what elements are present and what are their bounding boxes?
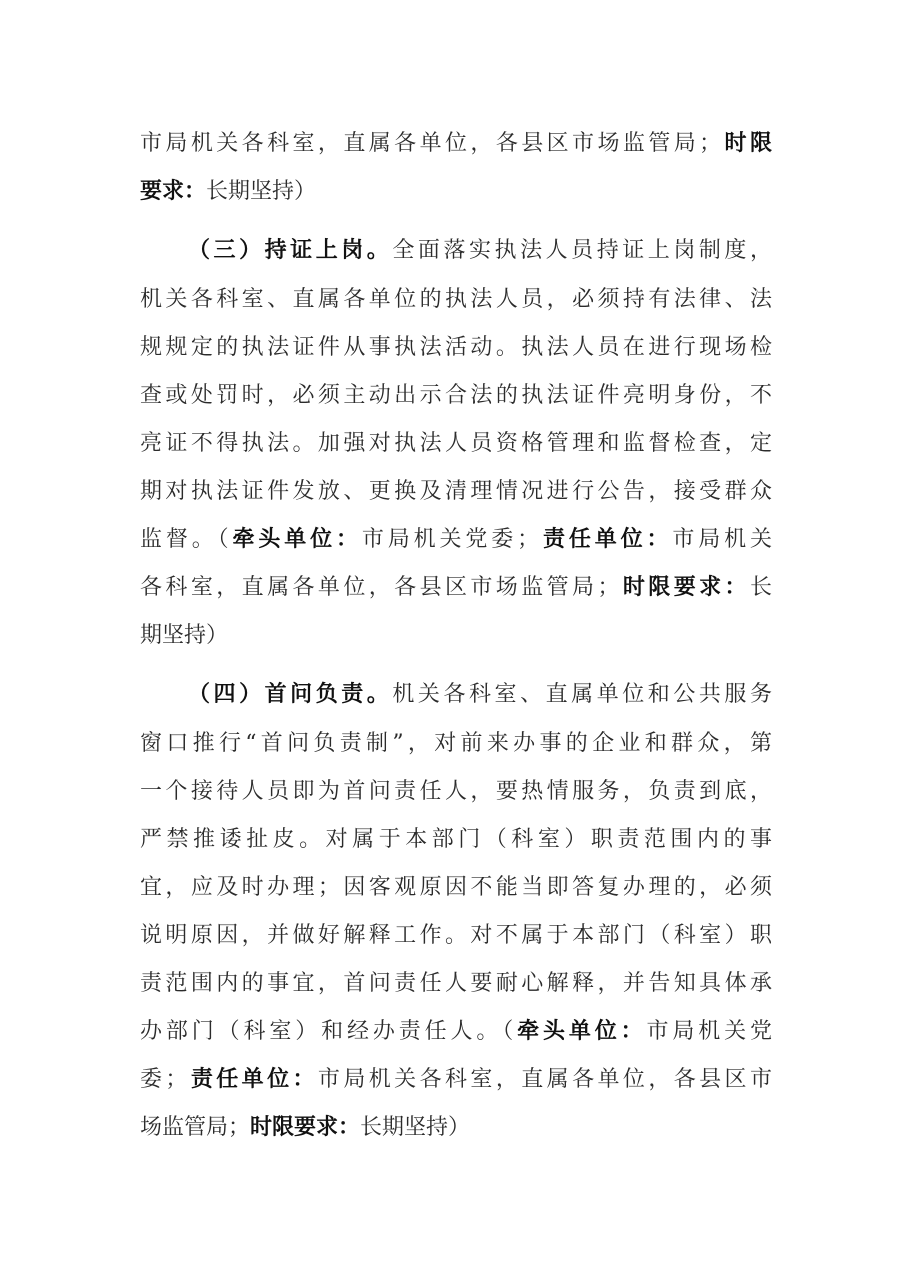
bold-label: 责任单位：	[187, 1067, 318, 1092]
paragraph-line	[140, 573, 772, 603]
bold-label: 责任单位：	[539, 527, 673, 552]
body-text: 查或处罚时，必须主动出示合法的执法证件亮明身份，不	[140, 383, 772, 408]
body-text: 窗口推行“首问负责制”，对前来办事的企业和群众，第	[140, 731, 772, 756]
body-text: 长	[749, 575, 772, 600]
body-text: 一个接待人员即为首问责任人，要热情服务，负责到底，	[140, 779, 772, 804]
body-text: 长期坚持）	[360, 1115, 471, 1140]
paragraph-line	[140, 1065, 772, 1095]
body-text: 委；	[140, 1067, 188, 1092]
body-text: 市局机关各科室，直属各单位，各县区市场监管局；	[140, 131, 722, 156]
body-text: 全面落实执法人员持证上岗制度，	[392, 238, 772, 263]
paragraph-line	[140, 921, 772, 951]
paragraph-line	[140, 285, 772, 315]
paragraph-line	[140, 1113, 772, 1143]
body-text: 机关各科室、直属各单位的执法人员，必须持有法律、法	[140, 287, 772, 312]
bold-label: 时限要求：	[250, 1115, 361, 1140]
body-text: 责范围内的事宜，首问责任人要耐心解释，并告知具体承	[140, 971, 772, 996]
paragraph-line	[140, 729, 772, 759]
bold-label: 牵头单位：	[232, 527, 362, 552]
paragraph-line	[140, 777, 772, 807]
body-text: 各科室，直属各单位，各县区市场监管局；	[140, 575, 620, 600]
section-3-heading: （三）持证上岗。	[188, 238, 393, 263]
body-text: 市局机关	[672, 527, 772, 552]
body-text: 市局机关党委；	[361, 527, 540, 552]
body-text: 市局机关党	[646, 1019, 772, 1044]
paragraph-line	[140, 381, 772, 411]
body-text: 宜，应及时办理；因客观原因不能当即答复办理的，必须	[140, 875, 772, 900]
body-text: 市局机关各科室，直属各单位，各县区市	[317, 1067, 772, 1092]
paragraph-line	[140, 333, 772, 363]
body-text: 监督。（	[140, 527, 233, 552]
paragraph-line	[140, 429, 772, 459]
paragraph-line	[140, 969, 772, 999]
paragraph-line	[140, 1017, 772, 1047]
bold-label: 牵头单位：	[517, 1019, 647, 1044]
body-text: 期对执法证件发放、更换及清理情况进行公告，接受群众	[140, 479, 772, 504]
body-text: 规规定的执法证件从事执法活动。执法人员在进行现场检	[140, 335, 772, 360]
body-text: 亮证不得执法。加强对执法人员资格管理和监督检查，定	[140, 431, 772, 456]
paragraph-line	[140, 825, 772, 855]
paragraph-line	[140, 477, 772, 507]
section-3-first-line	[188, 236, 772, 266]
bold-label: 时限要求：	[619, 575, 750, 600]
body-text: 长期坚持）	[206, 179, 317, 204]
paragraph-line	[140, 873, 772, 903]
bold-label: 要求：	[140, 179, 207, 204]
body-text: 场监管局；	[140, 1115, 251, 1140]
paragraph-line	[140, 525, 772, 555]
body-text: 机关各科室、直属单位和公共服务	[392, 682, 772, 707]
body-text: 办部门（科室）和经办责任人。（	[140, 1019, 518, 1044]
section-4-heading: （四）首问负责。	[188, 682, 393, 707]
section-4-first-line	[188, 680, 772, 710]
bold-label: 时限	[721, 131, 772, 156]
paragraph-line	[140, 129, 772, 159]
body-text: 说明原因，并做好解释工作。对不属于本部门（科室）职	[140, 923, 772, 948]
body-text: 严禁推诿扯皮。对属于本部门（科室）职责范围内的事	[140, 827, 772, 852]
paragraph-line	[140, 621, 772, 651]
body-text: 期坚持）	[140, 623, 229, 648]
paragraph-line	[140, 177, 772, 207]
